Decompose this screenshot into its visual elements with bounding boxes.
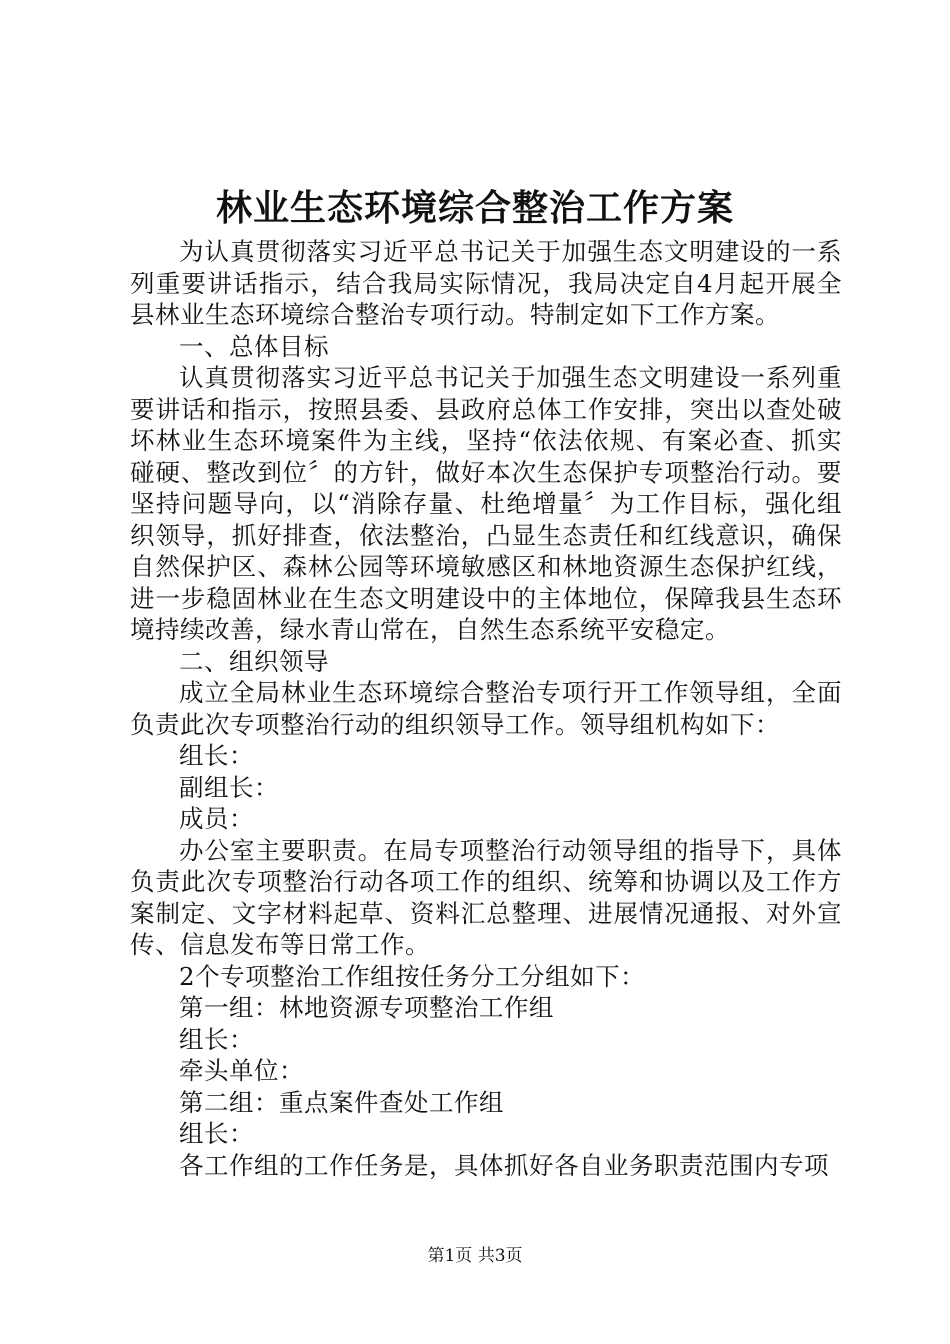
section-heading-organization: 二、组织领导 bbox=[179, 646, 329, 676]
line-working-groups: 2个专项整治工作组按任务分工分组如下： bbox=[179, 961, 646, 991]
paragraph-group-tasks: 各工作组的工作任务是，具体抓好各自业务职责范围内专项 bbox=[179, 1150, 829, 1180]
paragraph-office-duties: 办公室主要职责。在局专项整治行动领导组的指导下，具体负责此次专项整治行动各项工作的组织、统筹和协调以及工作方案制定、文字材料起草、资料汇总整理、进展情况通报、对外宣传、信息发布等日常工作。 bbox=[130, 835, 842, 959]
page-footer: 第1页 共3页 bbox=[427, 1246, 523, 1266]
line-group-two: 第二组：重点案件查处工作组 bbox=[179, 1087, 504, 1117]
line-group-one-leader: 组长： bbox=[179, 1024, 254, 1054]
line-group-one: 第一组：林地资源专项整治工作组 bbox=[179, 993, 554, 1022]
paragraph-intro: 为认真贯彻落实习近平总书记关于加强生态文明建设的一系列重要讲话指示，结合我局实际情况，我局决定自4月起开展全县林业生态环境综合整治专项行动。特制定如下工作方案。 bbox=[130, 237, 842, 329]
line-deputy-leader: 副组长： bbox=[179, 772, 279, 802]
line-members: 成员： bbox=[179, 804, 254, 833]
paragraph-organization: 成立全局林业生态环境综合整治专项行开工作领导组，全面负责此次专项整治行动的组织领导工作。领导组机构如下： bbox=[130, 678, 842, 739]
line-group-two-leader: 组长： bbox=[179, 1119, 254, 1148]
document-body bbox=[130, 236, 842, 1181]
line-lead-unit: 牵头单位： bbox=[179, 1056, 304, 1085]
section-heading-overall-goal: 一、总体目标 bbox=[179, 331, 329, 361]
document-title: 林业生态环境综合整治工作方案 bbox=[215, 187, 734, 229]
line-group-leader: 组长： bbox=[179, 741, 254, 770]
paragraph-overall-goal: 认真贯彻落实习近平总书记关于加强生态文明建设一系列重要讲话和指示，按照县委、县政府总体工作安排，突出以查处破坏林业生态环境案件为主线，坚持“依法依规、有案必查、抓实碰硬、整改到位〞的方针，做好本次生态保护专项整治行动。要坚持问题导向，以“消除存量、杜绝增量〞为工作目标，强化组织领导，抓好排查，依法整治，凸显生态责任和红线意识，确保自然保护区、森林公园等环境敏感区和林地资源生态保护红线，进一步稳固林业在生态文明建设中的主体地位，保障我县生态环境持续改善，绿水青山常在，自然生态系统平安稳定。 bbox=[130, 363, 842, 644]
